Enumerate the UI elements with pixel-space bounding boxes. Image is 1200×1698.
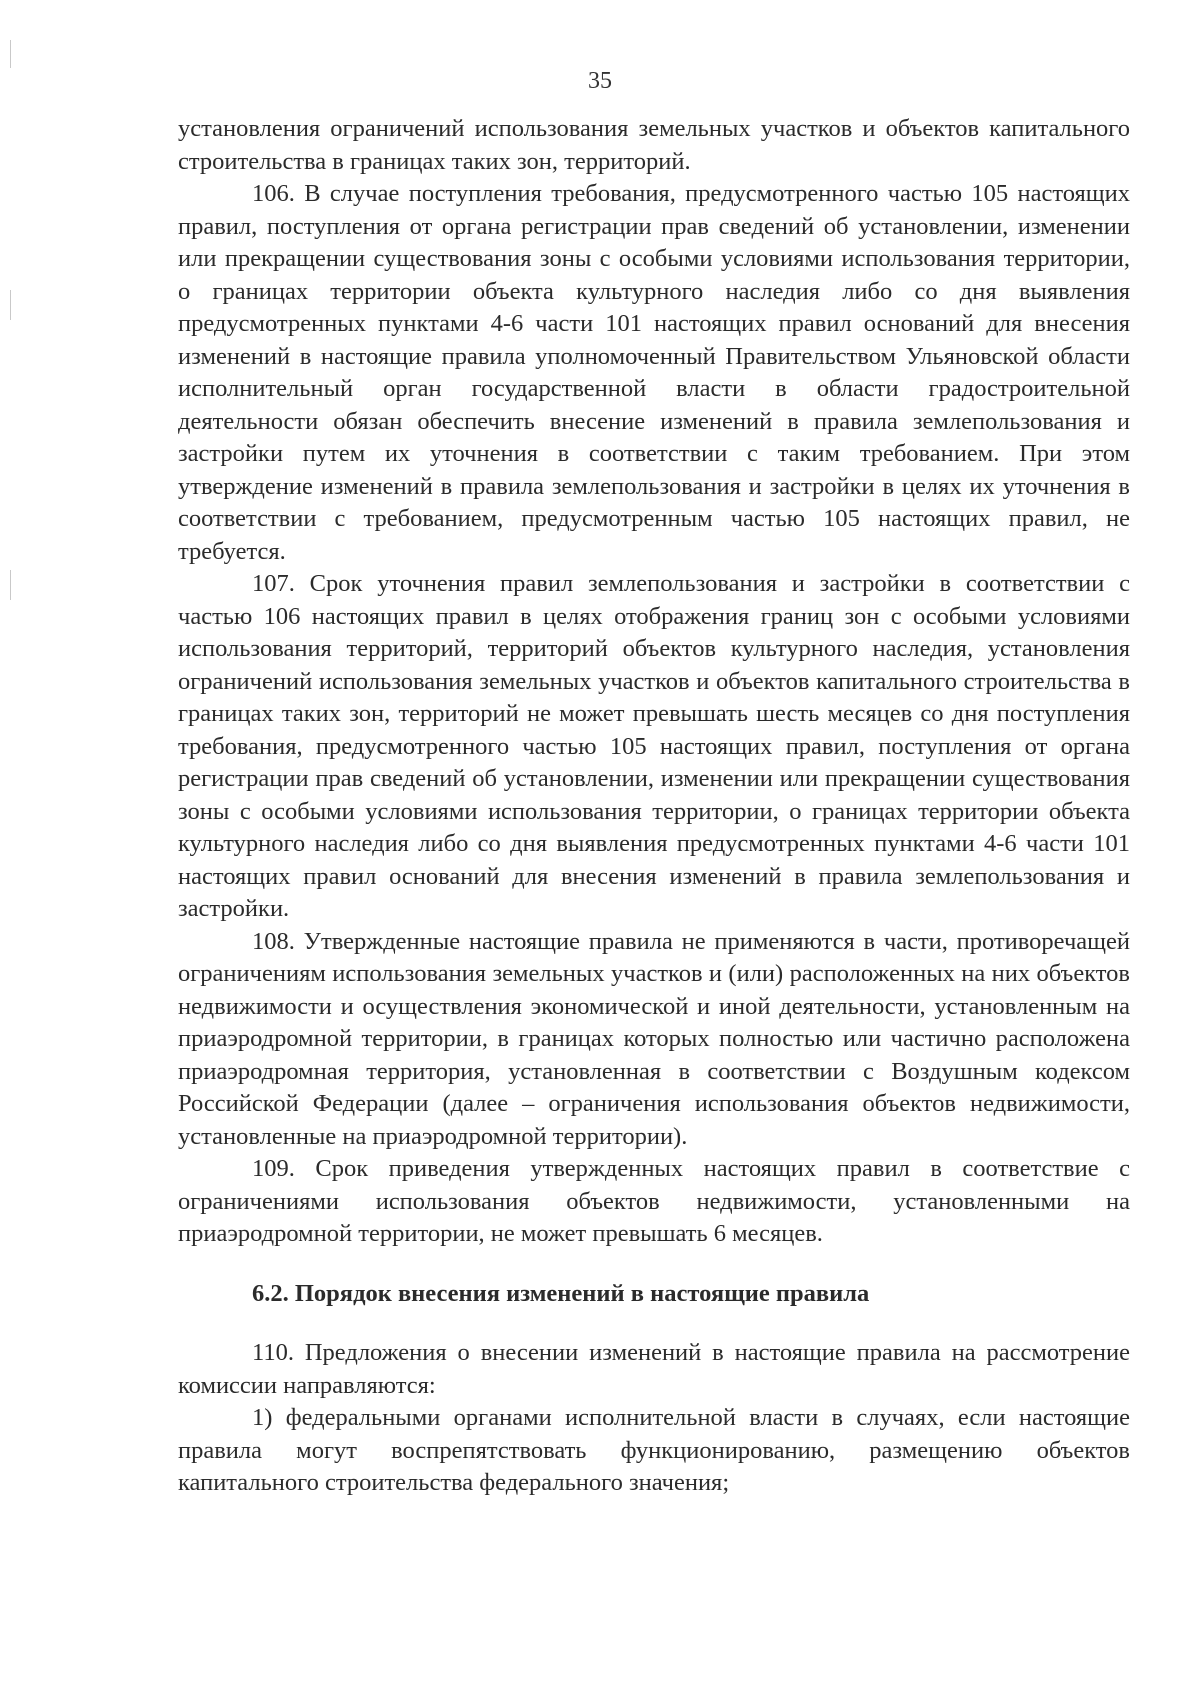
section-heading: 6.2. Порядок внесения изменений в настоящие правила [252, 1279, 870, 1307]
document-body [178, 113, 1130, 1500]
paragraph-110: 110. Предложения о внесении изменений в настоящие правила на рассмотрение комиссии направляются: [178, 1339, 1130, 1399]
scan-edge-mark [10, 290, 11, 320]
paragraph-106: 106. В случае поступления требования, предусмотренного частью 105 настоящих правил, поступления от органа регистрации прав сведений об установлении, изменении или прекращении существования зоны с особыми условиями использования территории, о границах территории объекта культурного наследия либо со дня выявления предусмотренных пунктами 4-6 части 101 настоящих правил оснований для внесения изменений в настоящие правила уполномоченный Правительством Ульяновской области исполнительный орган государственной власти в области градостроительной деятельности обязан обеспечить внесение изменений в правила землепользования и застройки путем их уточнения в соответствии с таким требованием. При этом утверждение изменений в правила землепользования и застройки в целях их уточнения в соответствии с требованием, предусмотренным частью 105 настоящих правил, не требуется. [178, 180, 1130, 565]
paragraph-continuation: установления ограничений использования земельных участков и объектов капитального строительства в границах таких зон, территорий. [178, 115, 1130, 175]
paragraph-109: 109. Срок приведения утвержденных настоящих правил в соответствие с ограничениями использования объектов недвижимости, установленными на приаэродромной территории, не может превышать 6 месяцев. [178, 1155, 1130, 1247]
scan-edge-mark [10, 570, 11, 600]
paragraph-108: 108. Утвержденные настоящие правила не применяются в части, противоречащей ограничениям использования земельных участков и (или) расположенных на них объектов недвижимости и осуществления экономической и иной деятельности, установленным на приаэродромной территории, в границах которых полностью или частично расположена приаэродромная территория, установленная в соответствии с Воздушным кодексом Российской Федерации (далее – ограничения использования объектов недвижимости, установленные на приаэродромной территории). [178, 927, 1130, 1150]
scan-edge-mark [10, 40, 11, 68]
paragraph-107: 107. Срок уточнения правил землепользования и застройки в соответствии с частью 106 настоящих правил в целях отображения границ зон с особыми условиями использования территорий, территорий объектов культурного наследия, установления ограничений использования земельных участков и объектов капитального строительства в границах таких зон, территорий не может превышать шесть месяцев со дня поступления требования, предусмотренного частью 105 настоящих правил, поступления от органа регистрации прав сведений об установлении, изменении или прекращении существования зоны с особыми условиями использования территории, о границах территории объекта культурного наследия либо со дня выявления предусмотренных пунктами 4-6 части 101 настоящих правил оснований для внесения изменений в правила землепользования и застройки. [178, 570, 1130, 922]
page-number: 35 [588, 68, 612, 94]
list-item-1: 1) федеральными органами исполнительной власти в случаях, если настоящие правила могут воспрепятствовать функционированию, размещению объектов капитального строительства федерального значения; [178, 1404, 1130, 1496]
